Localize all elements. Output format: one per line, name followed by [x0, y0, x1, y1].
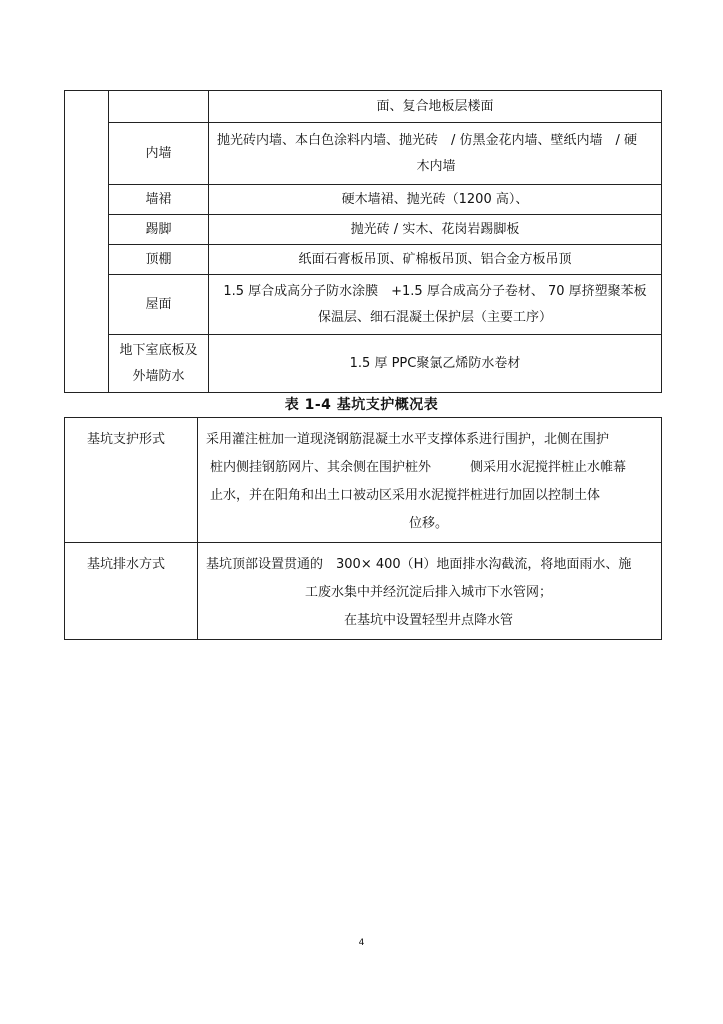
table-row	[65, 335, 662, 393]
description-line: 保温层、细石混凝土保护层（主要工序）	[317, 309, 552, 325]
row-label	[109, 91, 209, 123]
description-line: 抛光砖内墙、本白色涂料内墙、抛光砖 / 仿黑金花内墙、壁纸内墙 / 硬	[217, 132, 638, 148]
label-line: 地下室底板及	[119, 342, 198, 358]
row-label	[109, 335, 209, 393]
description-line: 木内墙	[416, 158, 456, 174]
page-number: 4	[358, 938, 365, 948]
value-line: 止水，并在阳角和出土口被动区采用水泥搅拌桩进行加固以控制土体	[210, 488, 601, 503]
row-value	[198, 543, 662, 640]
description-line: 1.5 厚 PPC聚氯乙烯防水卷材	[349, 355, 521, 371]
row-description	[209, 123, 662, 185]
table-row	[65, 275, 662, 335]
merged-category-cell	[65, 91, 109, 393]
row-description	[209, 215, 662, 245]
row-description	[209, 335, 662, 393]
table-caption: 表 1-4 基坑支护概况表	[284, 397, 439, 413]
row-description	[209, 245, 662, 275]
row-key: 基坑支护形式	[65, 418, 198, 543]
row-label: 顶棚	[109, 245, 209, 275]
row-description	[209, 185, 662, 215]
value-line: 采用灌注桩加一道现浇钢筋混凝土水平支撑体系进行围护，北侧在围护	[206, 432, 610, 447]
row-key: 基坑排水方式	[65, 543, 198, 640]
excavation-support-table	[64, 417, 662, 640]
table-row	[65, 91, 662, 123]
value-line: 工废水集中并经沉淀后排入城市下水管网；	[304, 585, 552, 600]
table-row	[65, 215, 662, 245]
table-row	[65, 123, 662, 185]
row-label: 墙裙	[109, 185, 209, 215]
value-line: 桩内侧挂钢筋网片、其余侧在围护桩外 侧采用水泥搅拌桩止水帷幕	[210, 460, 627, 475]
row-label: 踢脚	[109, 215, 209, 245]
value-line: 在基坑中设置轻型井点降水管	[343, 613, 513, 628]
value-line: 基坑顶部设置贯通的 300× 400（H）地面排水沟截流，将地面雨水、施	[206, 557, 632, 572]
row-label: 屋面	[109, 275, 209, 335]
description-line: 硬木墙裙、抛光砖（1200 高）、	[341, 191, 529, 207]
table-row	[65, 245, 662, 275]
row-description	[209, 275, 662, 335]
description-line: 纸面石膏板吊顶、矿棉板吊顶、铝合金方板吊顶	[298, 251, 572, 267]
value-line: 位移。	[408, 516, 448, 531]
table-row	[65, 418, 662, 543]
description-line: 面、复合地板层楼面	[376, 98, 494, 114]
row-description	[209, 91, 662, 123]
finishes-table	[64, 90, 662, 393]
table-row	[65, 185, 662, 215]
description-line: 抛光砖 / 实木、花岗岩踢脚板	[350, 221, 520, 237]
row-label: 内墙	[109, 123, 209, 185]
row-value	[198, 418, 662, 543]
description-line: 1.5 厚合成高分子防水涂膜 +1.5 厚合成高分子卷材、 70 厚挤塑聚苯板	[223, 283, 647, 299]
table-row	[65, 543, 662, 640]
label-line: 外墙防水	[132, 368, 185, 384]
